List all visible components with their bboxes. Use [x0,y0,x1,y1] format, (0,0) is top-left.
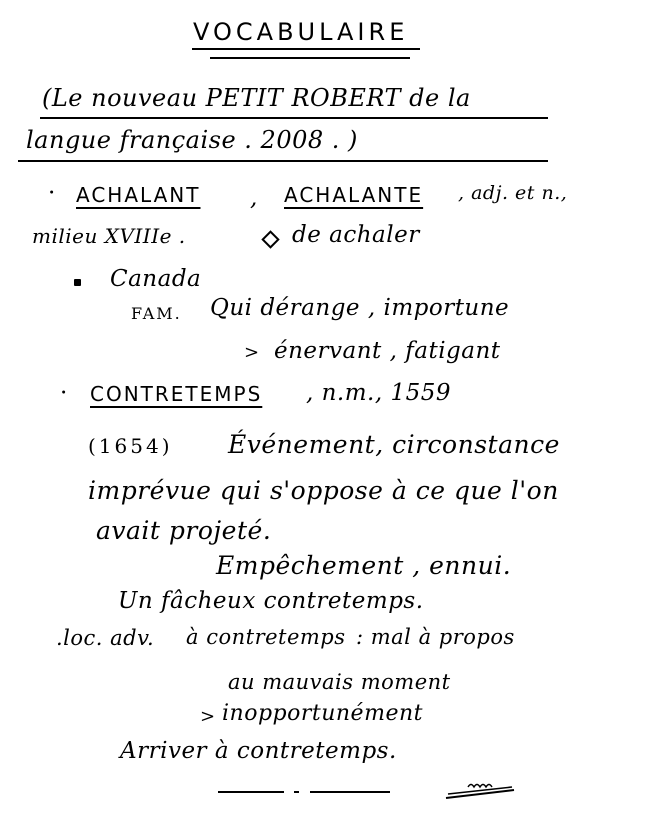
closing-dash [218,791,284,793]
arrow-icon: > [244,342,260,363]
headword-achalante: ACHALANTE [284,183,424,207]
origin-date: milieu XVIIIe . [32,224,186,248]
headword-separator: , [250,185,258,211]
locution-phrase: à contretemps [186,625,346,649]
definition: Qui dérange , importune [210,295,510,321]
locution-definition-2: au mauvais moment [228,670,451,694]
locution-label: .loc. adv. [56,626,155,650]
square-bullet-icon [74,279,81,286]
grammar-note: , adj. et n., [458,182,568,204]
definition-line-1: Événement, circonstance [228,430,560,459]
region-label: Canada [110,266,202,292]
synonyms: énervant , fatigant [274,338,501,364]
headword-achalant: ACHALANT [76,183,201,207]
locution-definition-1: : mal à propos [356,625,515,649]
definition-line-3: avait projeté. [96,516,272,545]
source-line-2: langue française . 2008 . ) [26,126,358,154]
diamond-icon [261,230,279,248]
register-label: FAM. [131,304,182,323]
synonyms: Empêchement , ennui. [216,551,512,580]
locution-definition-3: inopportunément [222,701,423,726]
entry-bullet: · [48,180,56,206]
page-title: VOCABULAIRE [193,18,409,46]
signature-mark [440,778,520,802]
etymology: de achaler [292,222,420,248]
source-line-1: (Le nouveau PETIT ROBERT de la [42,84,471,112]
headword-contretemps: CONTRETEMPS [90,382,263,406]
source-rule-bottom [18,160,548,162]
definition-date: (1654) [88,434,173,458]
source-rule [40,117,548,119]
entry-bullet: · [60,380,68,406]
title-underline [192,48,420,50]
closing-dot [294,791,299,793]
closing-dash [310,791,390,793]
definition-line-2: imprévue qui s'oppose à ce que l'on [88,476,559,505]
grammar-note: , n.m., 1559 [306,380,452,406]
title-underline-second [210,57,410,59]
arrow-icon: > [200,706,216,727]
locution-example: Arriver à contretemps. [120,738,397,764]
example: Un fâcheux contretemps. [118,588,424,614]
